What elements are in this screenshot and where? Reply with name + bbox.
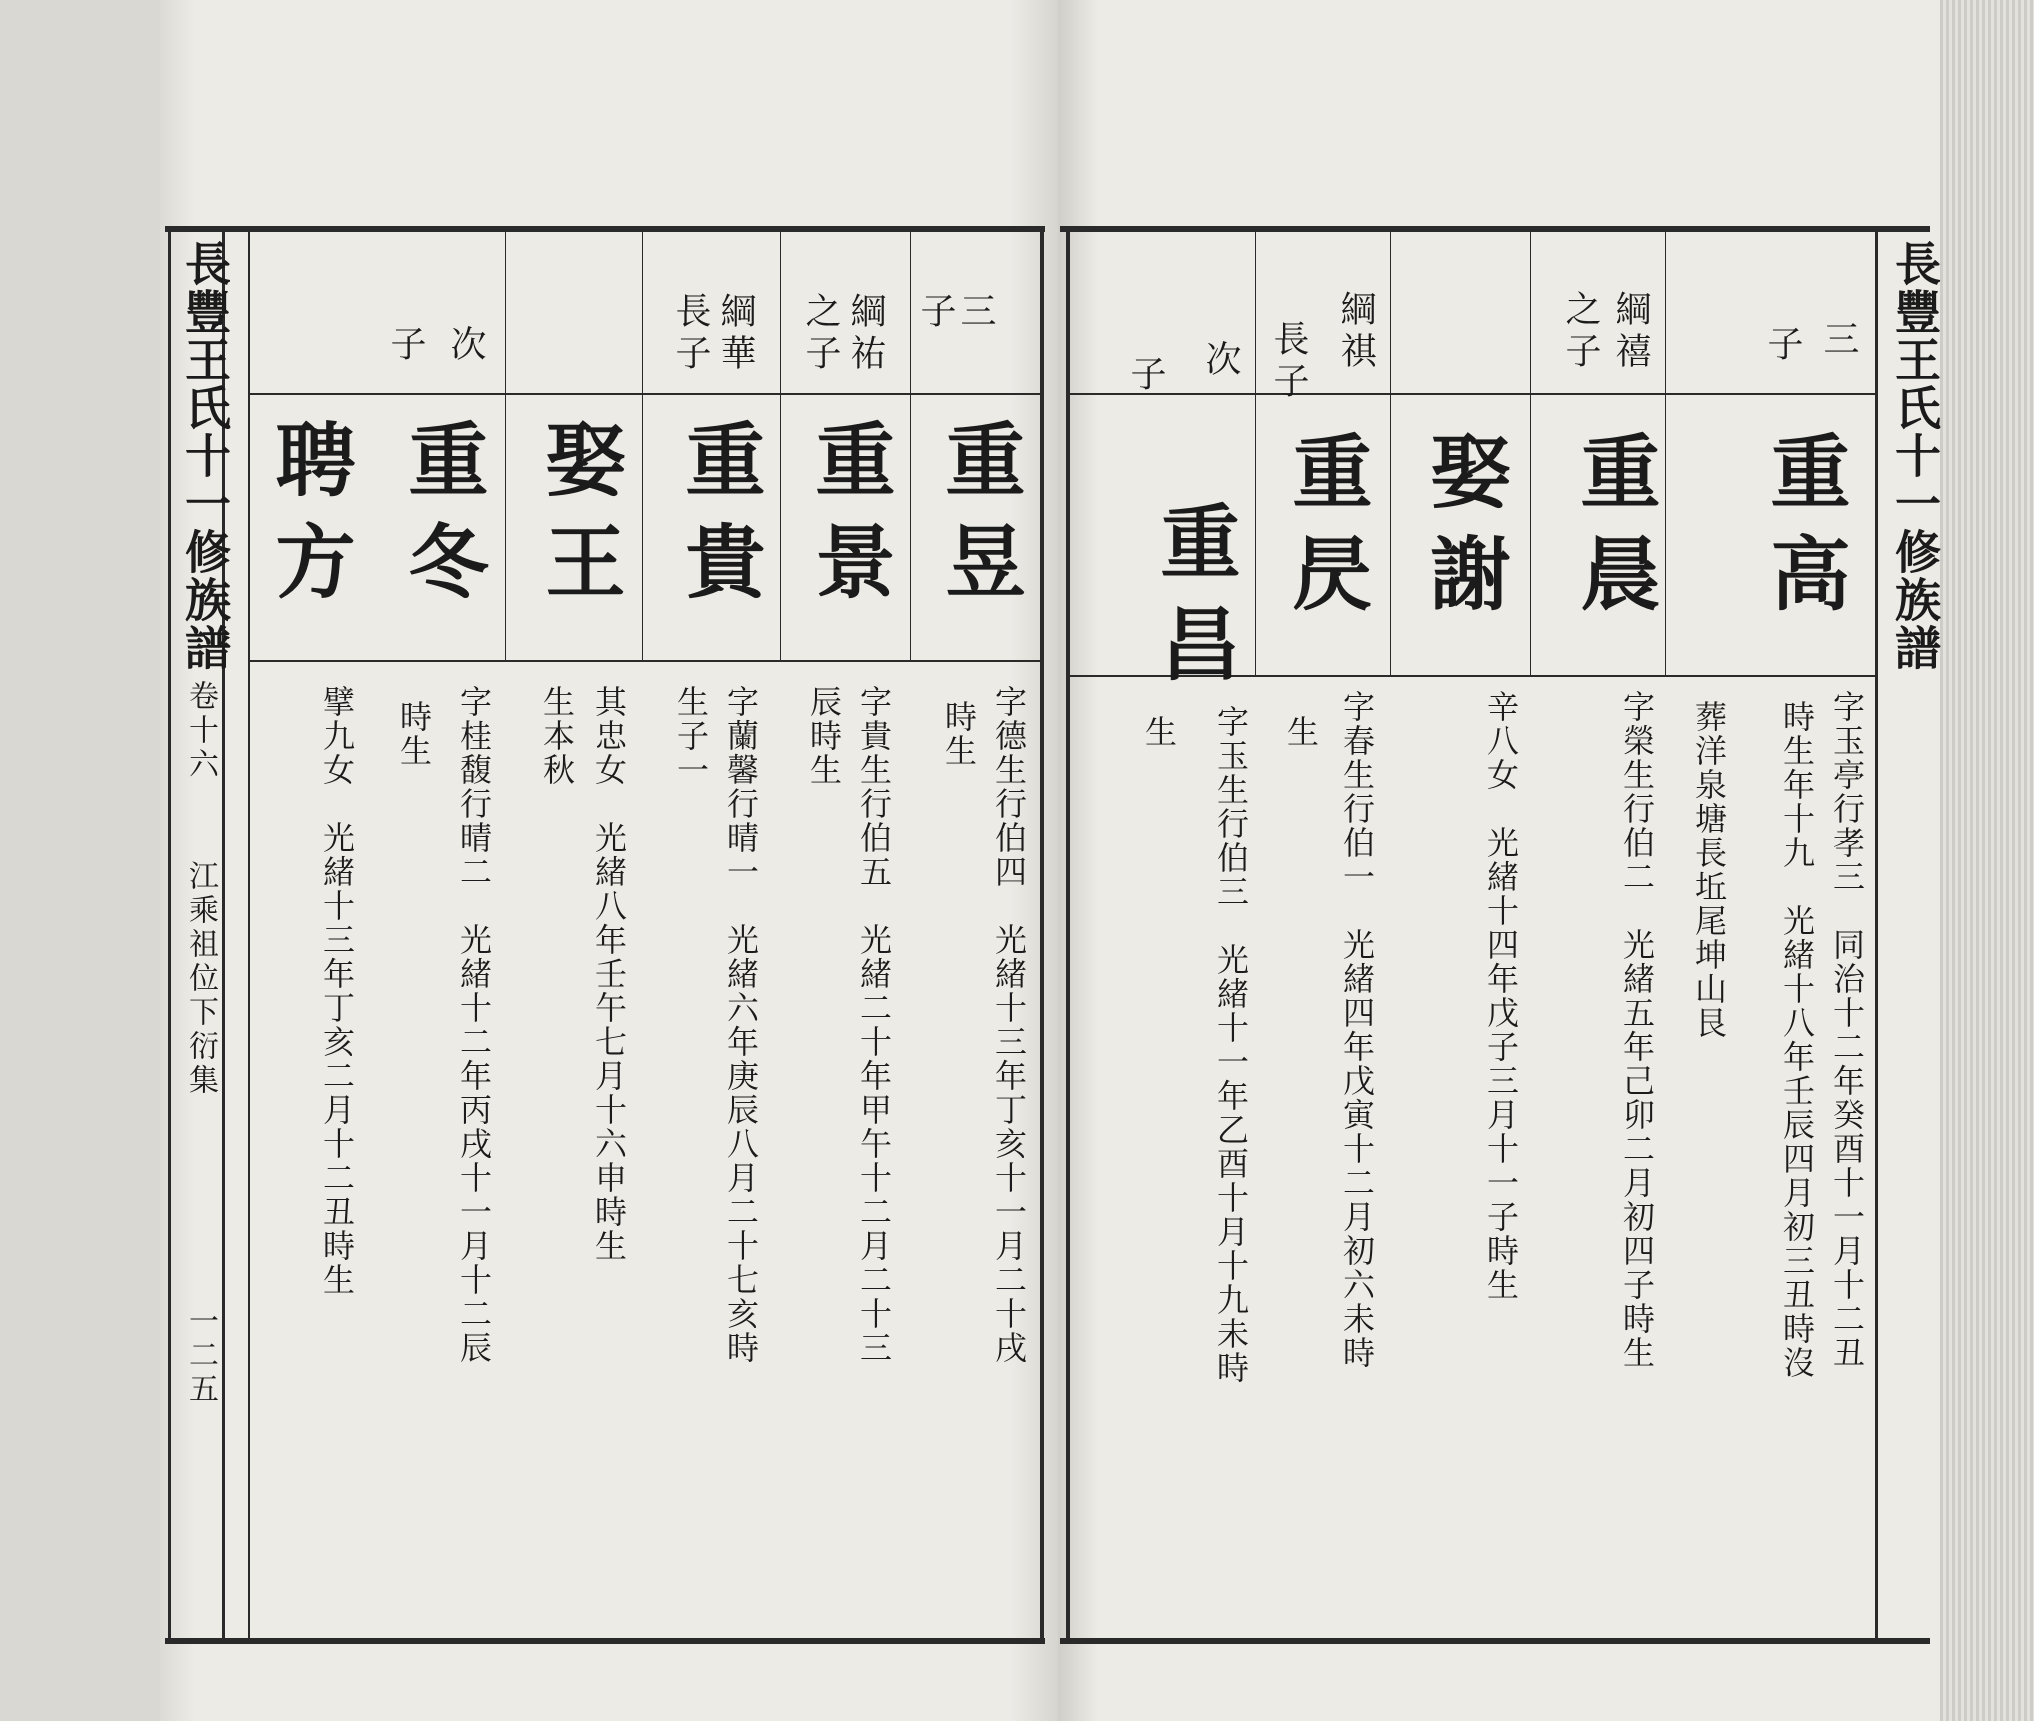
- biography-line: 字玉生行伯三 光緒十一年乙酉十月十九未時: [1212, 705, 1250, 1385]
- generation-label: 子: [385, 325, 426, 367]
- person-name: 重冬: [395, 418, 489, 622]
- generation-label: 三: [1818, 320, 1859, 362]
- biography-line: 字蘭馨行晴一 光緒六年庚辰八月二十七亥時: [722, 685, 760, 1365]
- right-margin-title: 長豐王氏十一修族譜: [1888, 240, 1942, 672]
- column-rule: [642, 232, 643, 660]
- column-rule: [1255, 232, 1256, 675]
- left-inner-border: [1040, 232, 1044, 1638]
- biography-line: 辛八女 光緒十四年戊子三月十一子時生: [1482, 690, 1520, 1302]
- generation-label: 次: [1200, 340, 1241, 382]
- person-name: 娶謝: [1417, 430, 1511, 634]
- biography-line: 其忠女 光緒八年壬午七月十六申時生: [590, 685, 628, 1263]
- biography-line: 葬洋泉塘長坵尾坤山艮: [1690, 700, 1728, 1040]
- left-body-rule: [248, 232, 250, 1638]
- column-rule: [1665, 232, 1666, 675]
- biography-line: 字桂馥行晴二 光緒十二年丙戌十一月十二辰: [455, 685, 493, 1365]
- biography-line: 辰時生: [805, 685, 843, 787]
- person-name: 重昱: [932, 418, 1026, 622]
- left-margin-title: 長豐王氏十一修族譜: [178, 240, 232, 672]
- column-rule: [780, 232, 781, 660]
- generation-label: 長子: [670, 292, 711, 376]
- column-rule: [505, 232, 506, 660]
- person-name: 重晨: [1567, 430, 1661, 634]
- book-page-edges: [1940, 0, 2034, 1721]
- column-rule: [910, 232, 911, 660]
- left-margin-branch: 江乘祖位下衍集: [183, 860, 218, 1098]
- biography-line: 生: [1140, 715, 1178, 749]
- biography-line: 字榮生行伯二 光緒五年己卯二月初四子時生: [1618, 690, 1656, 1370]
- biography-line: 時生年十九 光緒十八年壬辰四月初三丑時沒: [1778, 700, 1816, 1380]
- generation-label: 之子: [1560, 290, 1601, 374]
- column-rule: [1390, 232, 1391, 675]
- generation-label: 之子: [800, 292, 841, 376]
- biography-line: 時生: [940, 700, 978, 768]
- generation-label: 綱華: [715, 292, 756, 376]
- right-inner-border: [1066, 232, 1070, 1638]
- generation-label: 長子: [1268, 320, 1309, 404]
- biography-line: 生子一: [672, 685, 710, 787]
- person-name: 重貴: [672, 418, 766, 622]
- person-name: 娶王: [532, 418, 626, 622]
- right-bottom-border: [1060, 1638, 1930, 1644]
- biography-line: 時生: [395, 700, 433, 768]
- person-name: 重高: [1757, 430, 1851, 634]
- right-gen-rule: [1070, 393, 1875, 395]
- column-rule: [1530, 232, 1531, 675]
- biography-line: 字貴生行伯五 光緒二十年甲午十二月二十三: [855, 685, 893, 1365]
- generation-label: 綱禧: [1610, 290, 1651, 374]
- biography-line: 生: [1282, 715, 1320, 749]
- person-name: 重昌: [1147, 500, 1241, 704]
- person-name: 重昃: [1279, 430, 1373, 634]
- biography-line: 字德生行伯四 光緒十三年丁亥十一月二十戌: [990, 685, 1028, 1365]
- left-gen-rule: [248, 393, 1040, 395]
- generation-label: 三: [955, 292, 996, 334]
- right-top-border: [1060, 226, 1930, 232]
- person-name: 重景: [802, 418, 896, 622]
- generation-label: 綱祺: [1335, 290, 1376, 374]
- biography-line: 擘九女 光緒十三年丁亥二月十二丑時生: [318, 685, 356, 1297]
- right-margin-rule: [1875, 232, 1878, 1638]
- generation-label: 子: [915, 292, 956, 334]
- generation-label: 綱祐: [845, 292, 886, 376]
- biography-line: 生本秋: [538, 685, 576, 787]
- generation-label: 子: [1125, 355, 1166, 397]
- left-margin-volume: 卷十六: [183, 680, 218, 782]
- left-top-border: [165, 226, 1045, 232]
- generation-label: 子: [1762, 325, 1803, 367]
- biography-line: 字玉亭行孝三 同治十二年癸酉十一月十二丑: [1828, 690, 1866, 1370]
- left-bottom-border: [165, 1638, 1045, 1644]
- generation-label: 次: [445, 325, 486, 367]
- left-outer-border: [168, 232, 171, 1638]
- biography-line: 字春生行伯一 光緒四年戊寅十二月初六未時: [1338, 690, 1376, 1370]
- left-margin-page: 一二五: [183, 1305, 218, 1407]
- left-name-rule: [248, 660, 1040, 662]
- person-name: 聘方: [262, 418, 356, 622]
